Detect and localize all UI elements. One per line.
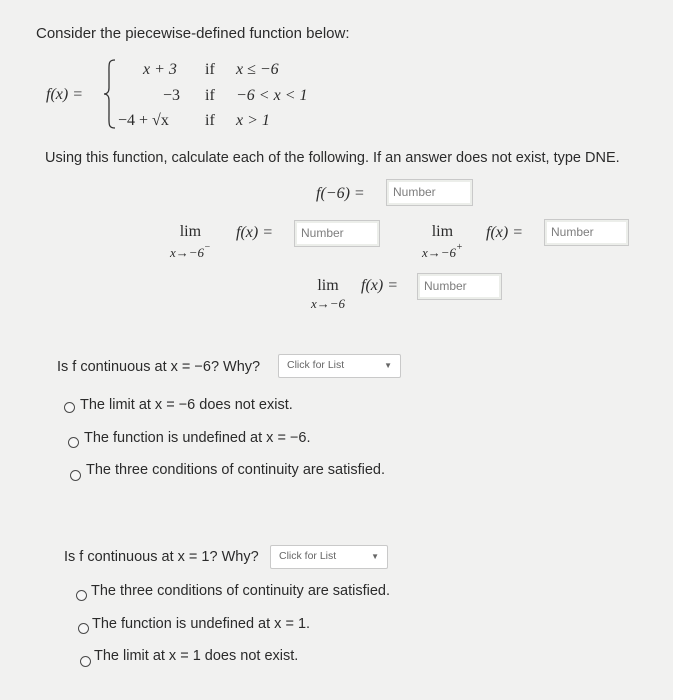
cont1-option-3-label: The three conditions of continuity are satisfied. [86, 462, 386, 478]
function-name: f(x) = [46, 86, 83, 103]
cont2-option-1-label: The three conditions of continuity are satisfied. [91, 583, 391, 599]
lim-subscript [170, 242, 211, 261]
piece-3-if: if [205, 112, 215, 129]
intro-text: Consider the piecewise-defined function below: [36, 25, 350, 42]
two-sided-limit-fx: f(x) = [361, 277, 398, 294]
cont1-question: Is f continuous at x = −6? Why? [57, 359, 261, 375]
cont2-option-2-radio[interactable] [78, 623, 89, 634]
left-brace-icon [103, 58, 117, 130]
chevron-down-icon: ▼ [371, 552, 379, 561]
instruction-text: Using this function, calculate each of the following. If an answer does not exist, type DNE. [45, 150, 620, 166]
lim-subscript: x→−6 [311, 296, 346, 311]
cont1-option-2-radio[interactable] [68, 437, 79, 448]
lim-side: + [456, 242, 463, 253]
cont2-option-3-label: The limit at x = 1 does not exist. [94, 648, 299, 664]
f-of-neg6-input[interactable]: Number [386, 179, 473, 206]
two-sided-limit-notation [311, 277, 345, 312]
cont2-question: Is f continuous at x = 1? Why? [64, 549, 259, 565]
right-limit-input[interactable]: Number [544, 219, 629, 246]
piece-1-expr: x + 3 [143, 61, 177, 78]
piece-1-cond: x ≤ −6 [236, 61, 279, 78]
cont1-option-1-radio[interactable] [64, 402, 75, 413]
left-limit-fx: f(x) = [236, 224, 273, 241]
cont1-select-label: Click for List [287, 359, 345, 371]
piece-3-expr: −4 + √x [118, 112, 169, 129]
left-limit-input[interactable]: Number [294, 220, 380, 247]
lim-word: lim [431, 223, 454, 240]
right-limit-fx: f(x) = [486, 224, 523, 241]
piece-2-if: if [205, 87, 215, 104]
piece-3-cond: x > 1 [236, 112, 270, 129]
cont1-option-2-label: The function is undefined at x = −6. [84, 430, 311, 446]
piece-2-cond: −6 < x < 1 [236, 87, 308, 104]
cont2-option-2-label: The function is undefined at x = 1. [92, 616, 311, 632]
lim-word: lim [317, 277, 339, 294]
piece-2-expr: −3 [163, 87, 181, 104]
cont2-select[interactable] [270, 545, 388, 569]
lim-side: − [204, 242, 211, 253]
cont1-option-3-radio[interactable] [70, 470, 81, 481]
piece-1-if: if [205, 61, 215, 78]
lim-approach: x→−6 [170, 245, 205, 260]
right-limit-notation [422, 223, 463, 261]
cont2-option-1-radio[interactable] [76, 590, 87, 601]
lim-approach: x→−6 [422, 245, 457, 260]
cont1-select[interactable] [278, 354, 401, 378]
cont2-select-label: Click for List [279, 550, 337, 562]
lim-subscript [422, 242, 463, 261]
cont1-option-1-label: The limit at x = −6 does not exist. [80, 397, 293, 413]
two-sided-limit-input[interactable]: Number [417, 273, 502, 300]
f-of-neg6-label: f(−6) = [316, 185, 365, 202]
cont2-option-3-radio[interactable] [80, 656, 91, 667]
chevron-down-icon: ▼ [384, 361, 392, 370]
left-limit-notation [170, 223, 211, 261]
lim-word: lim [179, 223, 202, 240]
